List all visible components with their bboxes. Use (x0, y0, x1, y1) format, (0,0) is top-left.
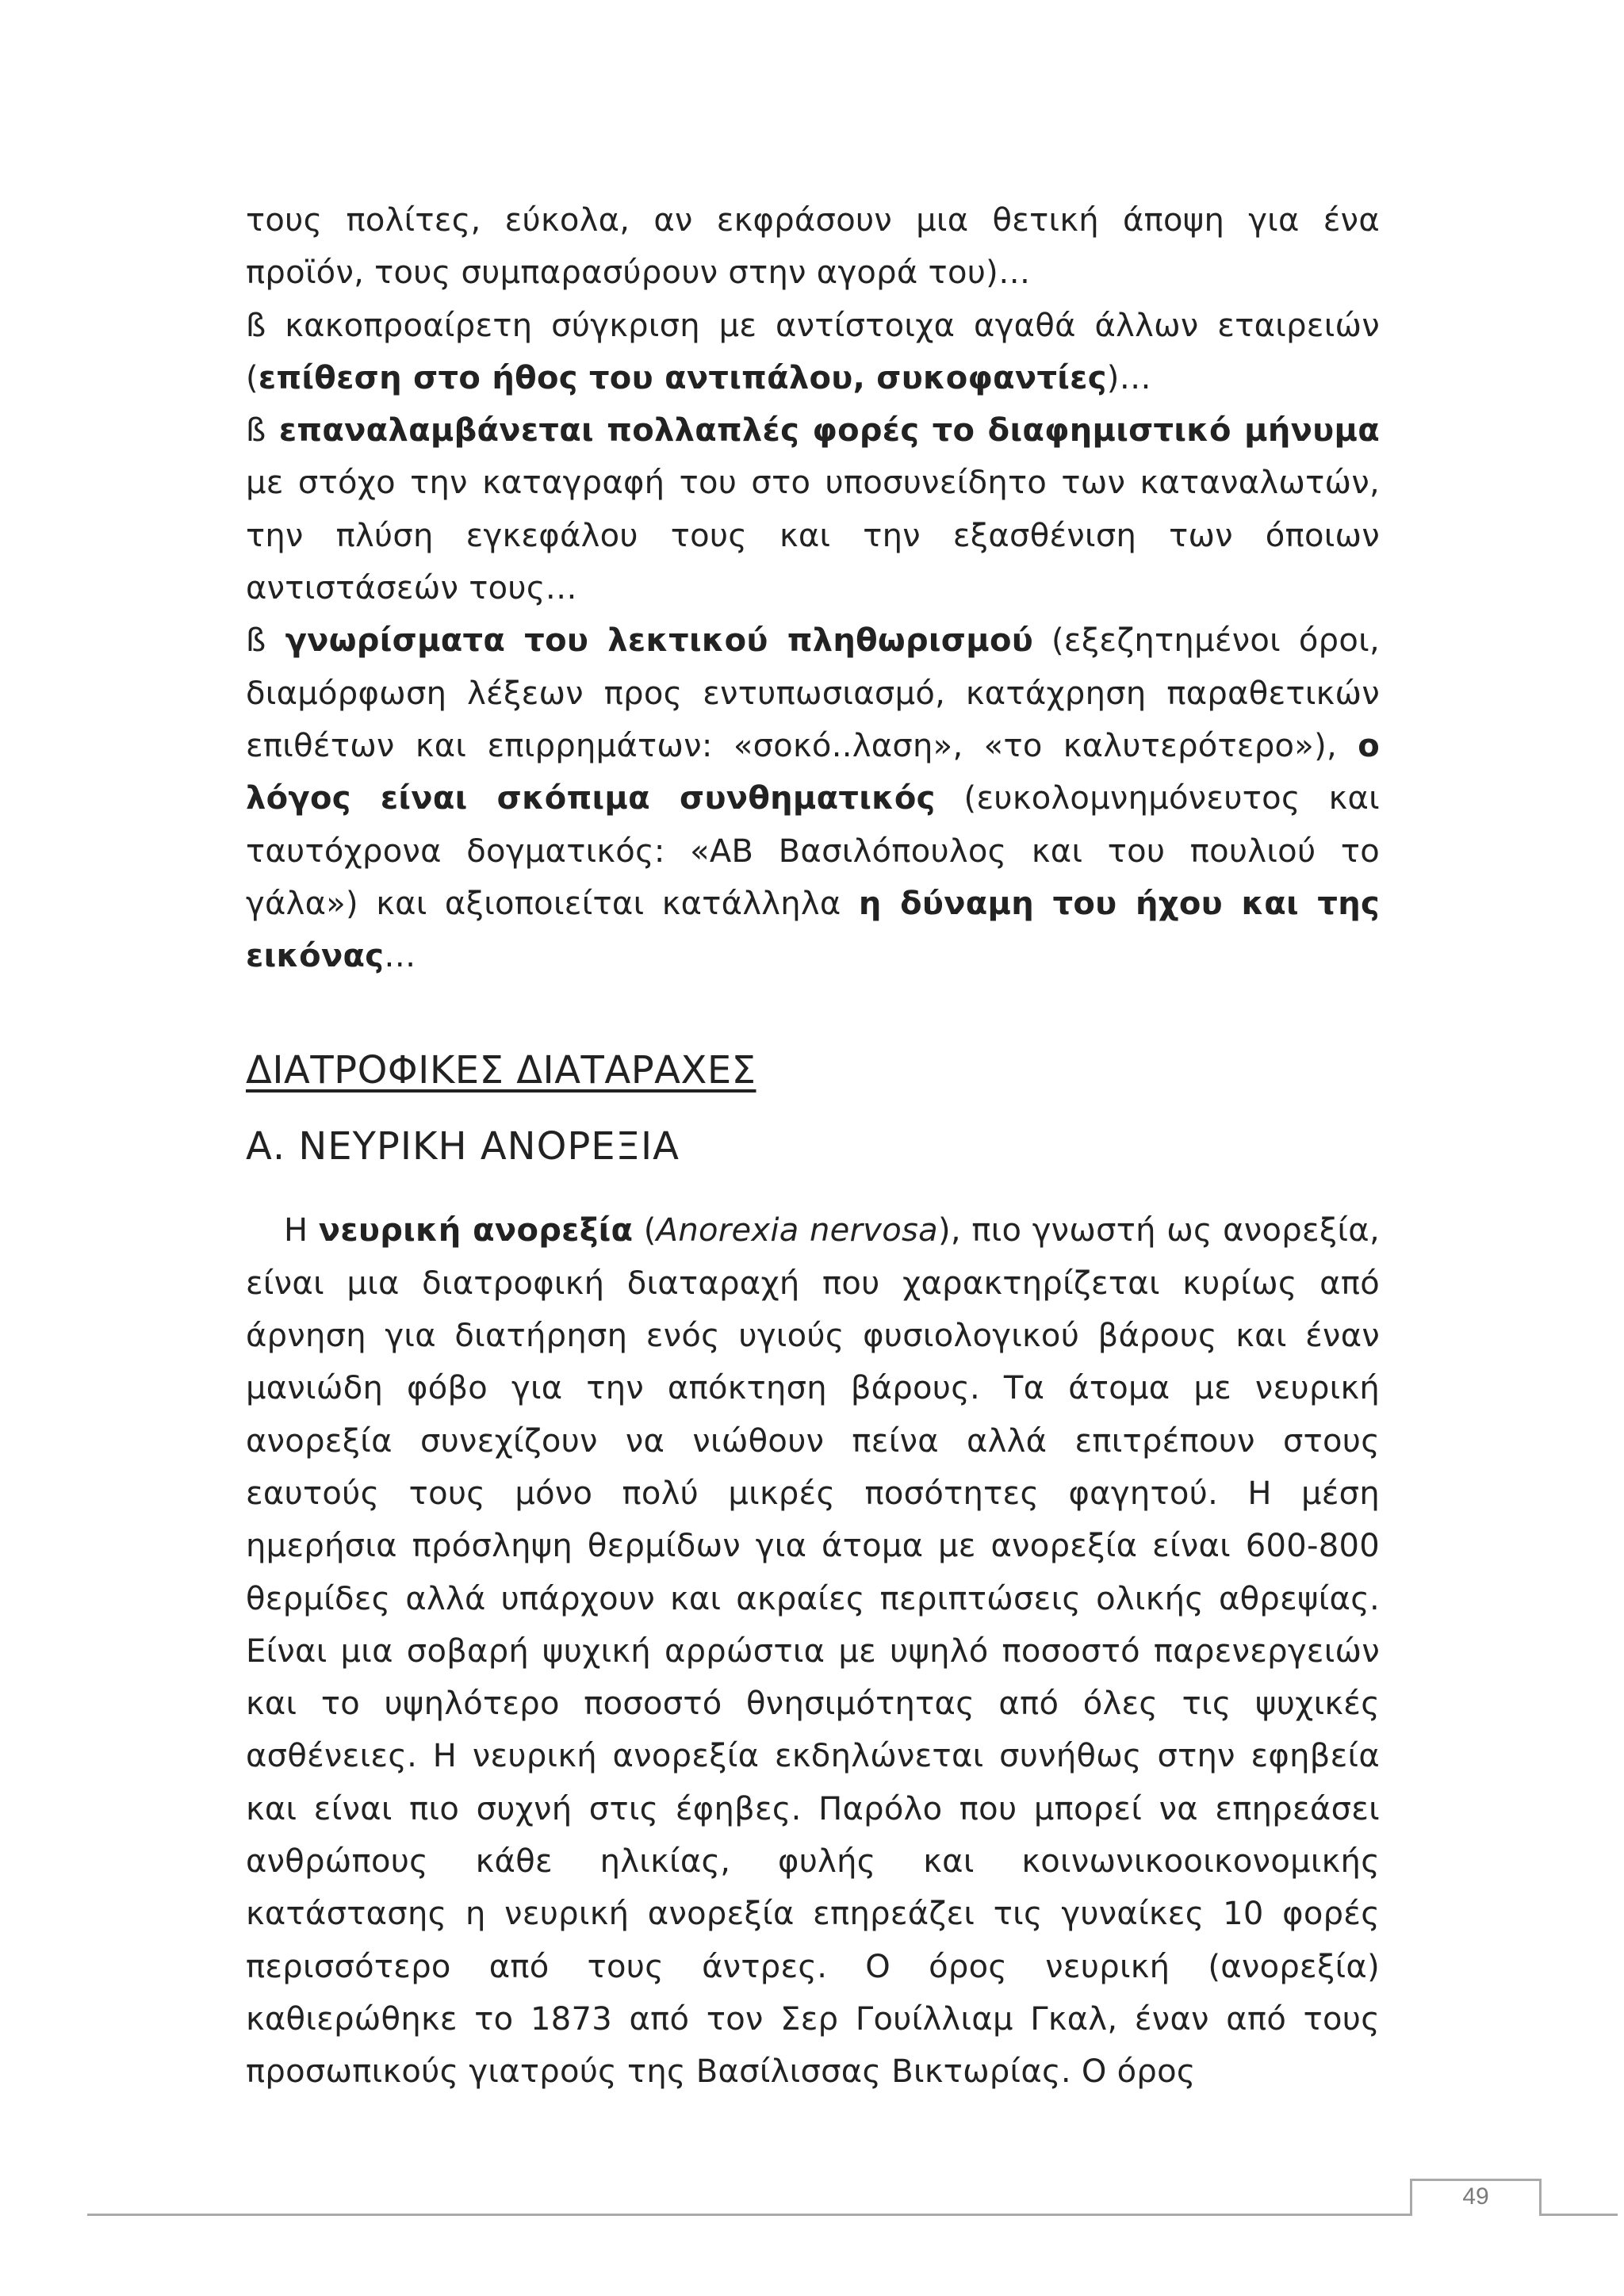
paragraph-text: … (384, 938, 416, 975)
paragraph-intro-continuation (246, 194, 1380, 300)
paragraph-text: τους πολίτες, εύκολα, αν εκφράσουν μια θετική άποψη για ένα προϊόν, τους συμπαρασύρουν στην αγορά του)… (246, 202, 1380, 292)
bold-phrase: επαναλαμβάνεται πολλαπλές φορές το διαφημιστικό μήνυμα (266, 412, 1380, 450)
page-content (246, 194, 1380, 2099)
italic-phrase: Anorexia nervosa (656, 1212, 938, 1249)
paragraph-text: )… (1106, 359, 1151, 396)
paragraph-text: Η (284, 1212, 319, 1249)
page-number: 49 (1462, 2183, 1489, 2210)
subsection-title: Α. ΝΕΥΡΙΚΗ ΑΝΟΡΕΞΙΑ (246, 1124, 680, 1169)
paragraph-text: κακοπροαίρετη σύγκριση με αντίστοιχα αγαθά άλλων εταιρειών ( (246, 307, 1380, 396)
section-title: ΔΙΑΤΡΟΦΙΚΕΣ ΔΙΑΤΑΡΑΧΕΣ (246, 1048, 756, 1093)
footer-divider (87, 2214, 1618, 2216)
paragraph-anorexia (246, 1204, 1380, 2098)
paragraph-text: (εξεζητημένοι όροι, διαμόρφωση λέξεων προς εντυπωσιασμό, κατάχρηση παραθετικών επιθέτων και επιρρημάτων: «σοκό..λαση», «το καλυτερότερο»), (246, 622, 1380, 764)
bold-phrase: νευρική ανορεξία (318, 1212, 634, 1249)
bold-phrase: η δύναμη του ήχου και της εικόνας (246, 885, 1380, 975)
bold-phrase: γνωρίσματα του λεκτικού πληθωρισμού (266, 622, 1034, 660)
paragraph-text: ( (633, 1212, 657, 1249)
bullet-mark-icon: ß (246, 622, 266, 660)
bold-phrase: επίθεση στο ήθος του αντιπάλου, συκοφαντίες (258, 359, 1107, 396)
bold-phrase: ο λόγος είναι σκόπιμα συνθηματικός (246, 727, 1380, 817)
bullet-paragraph-verbal-inflation (246, 614, 1380, 982)
bullet-paragraph-comparison (246, 300, 1380, 405)
paragraph-text: ), πιο γνωστή ως ανορεξία, είναι μια διατροφική διαταραχή που χαρακτηρίζεται κυρίως από άρνηση για διατήρηση ενός υγιούς φυσιολογικού βάρους και έναν μανιώδη φόβο για την απόκτηση βάρους. Τα άτομα με νευρική ανορεξία συνεχίζουν να νιώθουν πείνα αλλά επιτρέπουν στους εαυτούς τους μόνο πολύ μικρές ποσότητες φαγητού. Η μέση ημερήσια πρόσληψη θερμίδων για άτομα με ανορεξία είναι 600-800 θερμίδες αλλά υπάρχουν και ακραίες περιπτώσεις ολικής αθρεψίας. Είναι μια σοβαρή ψυχική αρρώστια με υψηλό ποσοστό παρενεργειών και το υψηλότερο ποσοστό θνησιμότητας από όλες τις ψυχικές ασθένειες. Η νευρική ανορεξία εκδηλώνεται συνήθως στην εφηβεία και είναι πιο συχνή στις έφηβες. Παρόλο που μπορεί να επηρεάσει ανθρώπους κάθε ηλικίας, φυλής και κοινωνικοοικονομικής κατάστασης η νευρική ανορεξία επηρεάζει τις γυναίκες 10 φορές περισσότερο από τους άντρες. Ο όρος νευρική (ανορεξία) καθιερώθηκε το 1873 από τον Σερ Γουίλλιαμ Γκαλ, έναν από τους προσωπικούς γιατρούς της Βασίλισσας Βικτωρίας. Ο όρος (246, 1212, 1380, 2091)
paragraph-text: (ευκολομνημόνευτος και ταυτόχρονα δογματικός: «ΑΒ Βασιλόπουλος και του πουλιού το γάλα») και αξιοποιείται κατάλληλα (246, 780, 1380, 922)
bullet-paragraph-repetition (246, 404, 1380, 614)
paragraph-text: με στόχο την καταγραφή του στο υποσυνείδητο των καταναλωτών, την πλύση εγκεφάλου τους και την εξασθένιση των όποιων αντιστάσεών τους… (246, 465, 1380, 607)
bullet-mark-icon: ß (246, 307, 266, 344)
bullet-mark-icon: ß (246, 412, 266, 450)
